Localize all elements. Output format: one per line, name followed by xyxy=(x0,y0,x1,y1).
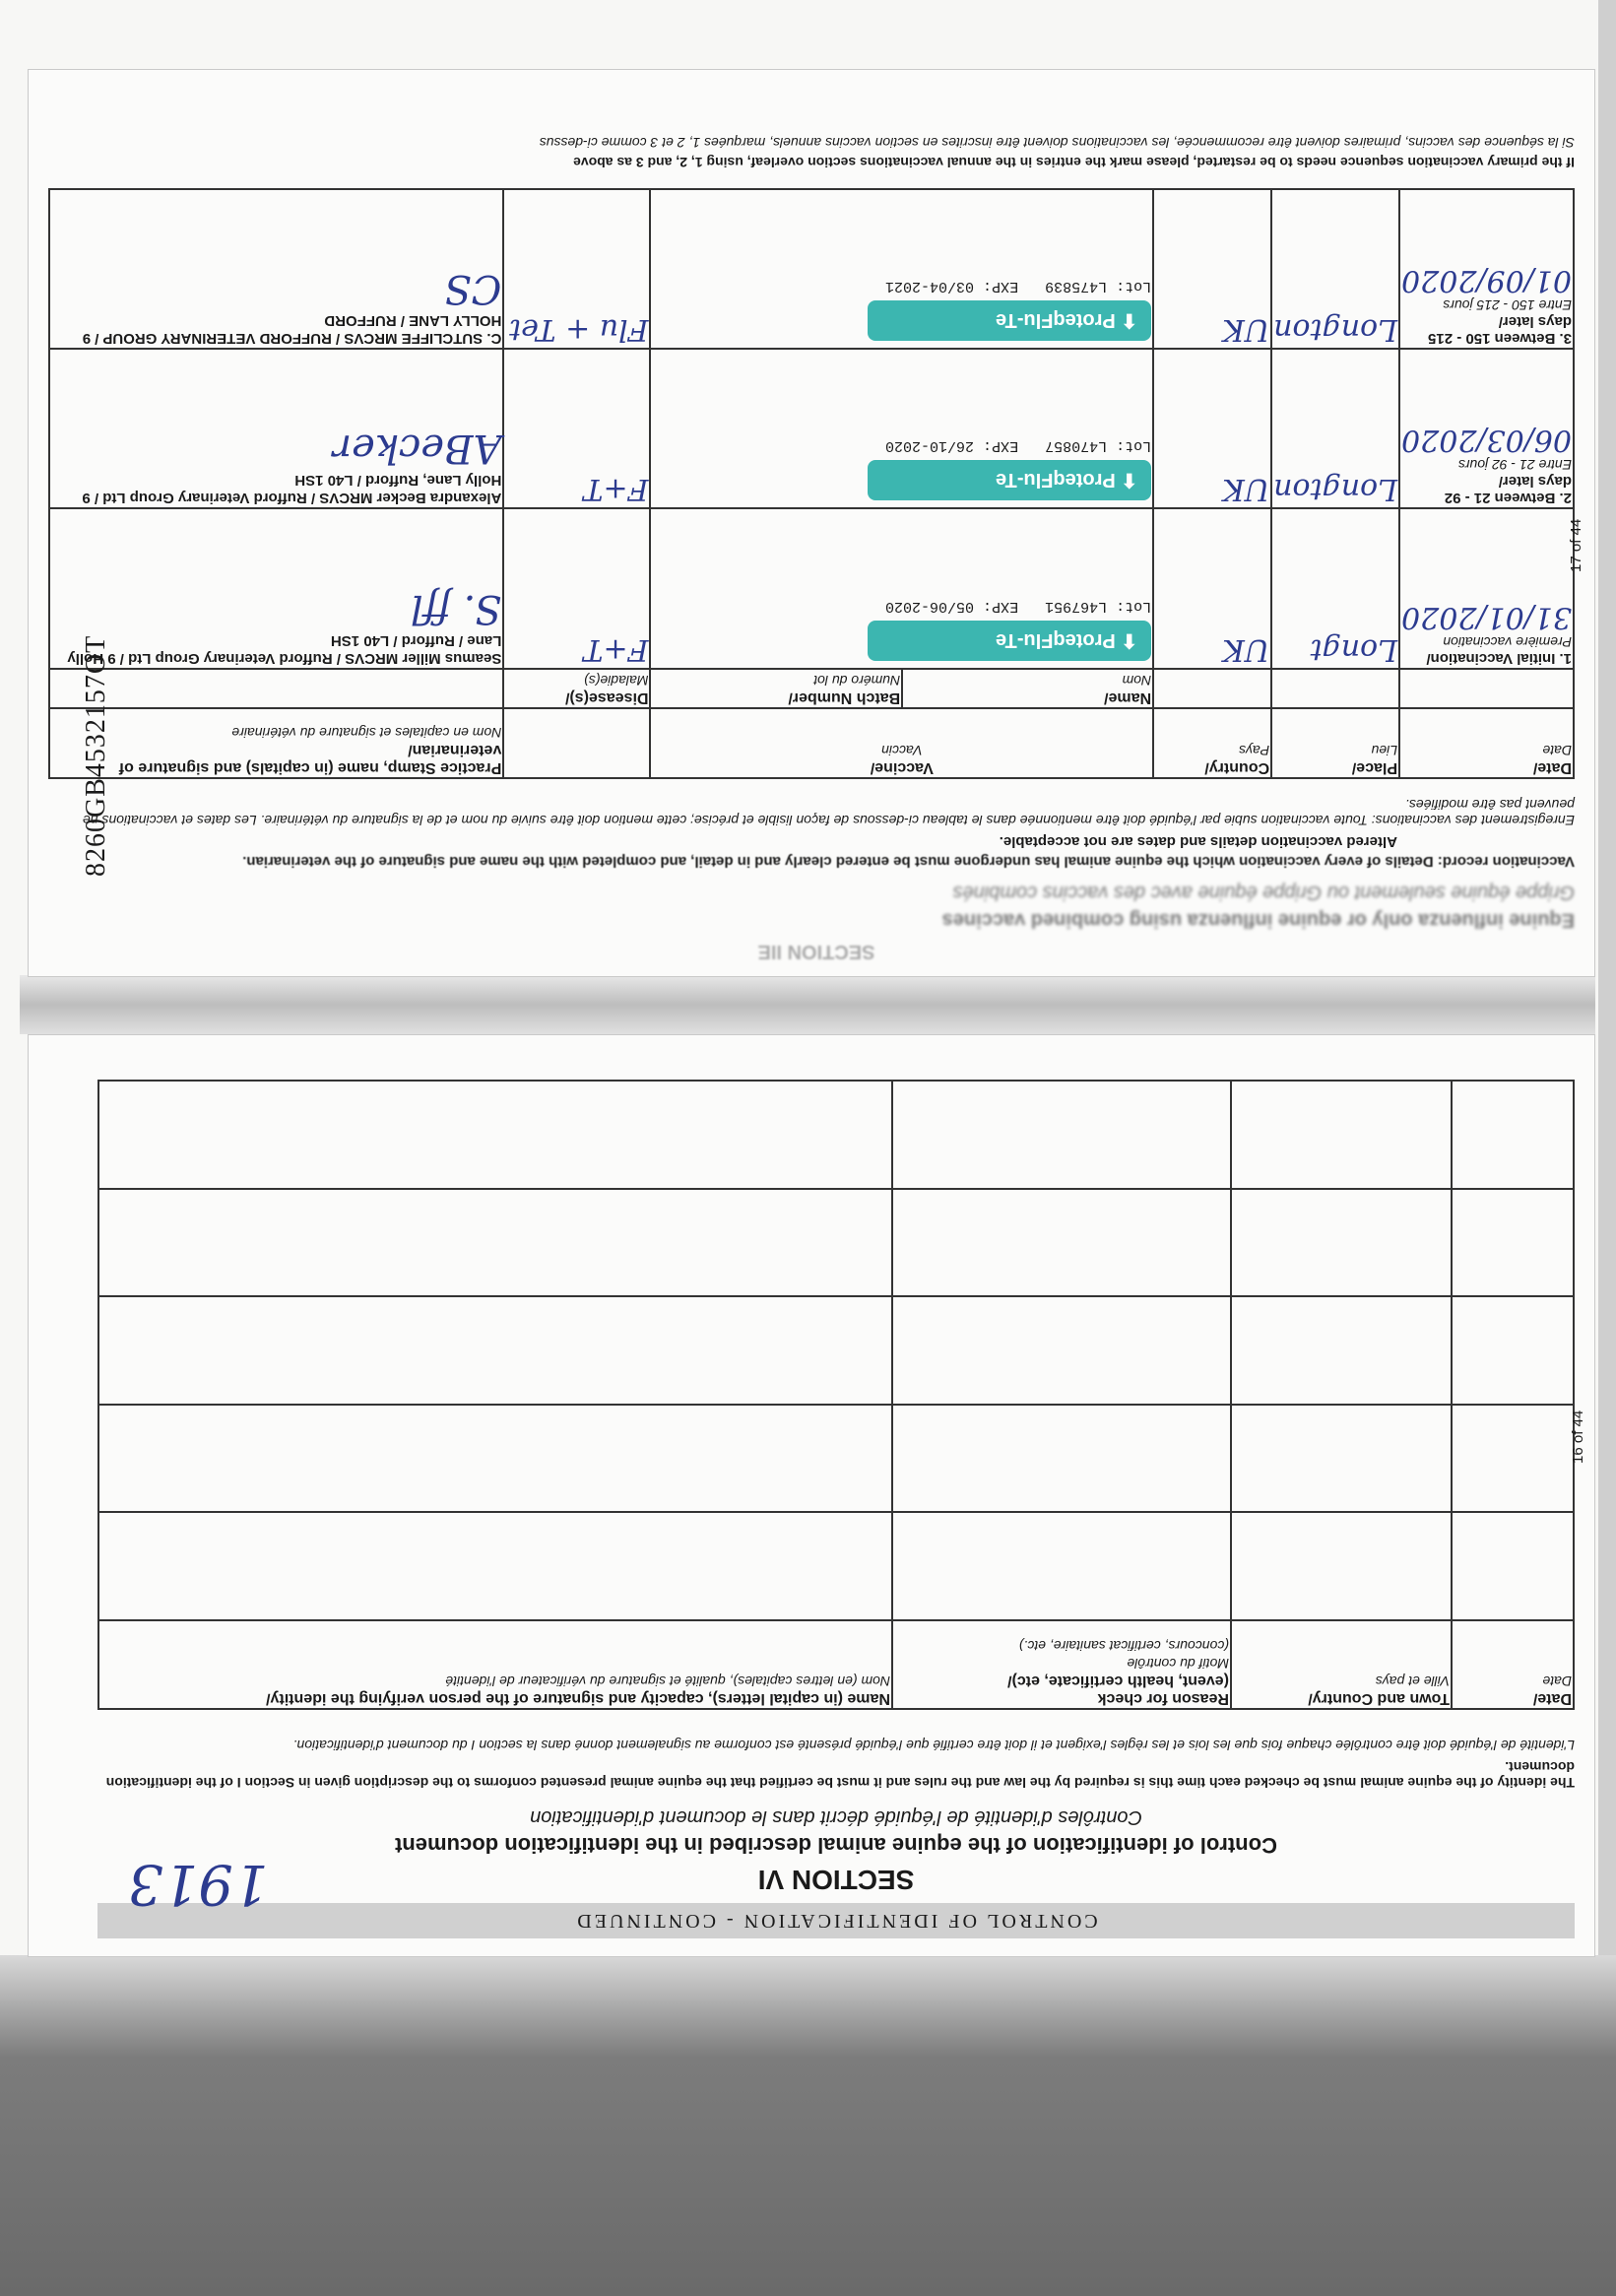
vacc-place: Longton xyxy=(1273,472,1398,507)
page-17 xyxy=(28,69,1595,977)
page17-title-fr: Grippe équine seulement ou Grippe équine avec des vaccins combinés xyxy=(952,882,1575,903)
table-row xyxy=(98,1296,1574,1405)
vacc-disease: F+T xyxy=(583,472,649,507)
document-id: 8260GB4532157OT xyxy=(81,634,111,877)
col-date: Date/ Date xyxy=(1399,708,1574,778)
identification-check-table: Date/ Date Town and Country/ Ville et pays Reason for check (event, health certificate, etc)/ Motif du contrôle (concours, certificat sanitaire, etc.) Name (in capital letters), capacity and signature of the person verifying the identity/ Nom (en lettres capitales), qualité et signature du vérificateur de l'identité xyxy=(97,1080,1575,1710)
section-title: SECTION VI xyxy=(757,1865,915,1895)
vacc-disease: Flu + Tet xyxy=(509,312,649,348)
vacc-disease: F+T xyxy=(583,631,649,667)
scan-edge xyxy=(1598,0,1616,2296)
page-number: 17 of 44 xyxy=(1568,518,1584,572)
page17-intro-fr: Enregistrement des vaccinations: Toute vaccination subie par l'équidé doit être mentionnée dans le tableau ci-dessous de façon lisible et précise; cette mention doit être suivie du nom et de la signature du vétérinaire. Les dates et vaccinations ne peuvent pas être modifiées. xyxy=(82,797,1575,828)
booklet-spine xyxy=(20,975,1595,1034)
vaccination-row-1: 1. Initial Vaccination/ Première vaccination 31/01/2020 Longt UK ⬆ ProteqFlu-Te Lot: L467951 EXP: 05/06-2020 F+T Seamus Miller MRCVS / Rufford Veterinary Group Ltd / 9 Holly Lane / Rufford / L40 1SH S. ffl xyxy=(49,508,1574,668)
vacc-place: Longt xyxy=(1310,631,1398,667)
table-row xyxy=(98,1405,1574,1513)
vacc-country: UK xyxy=(1222,631,1270,667)
vaccine-sticker: ⬆ ProteqFlu-Te xyxy=(868,300,1151,341)
page17-intro-en: Vaccination record: Details of every vaccination which the equine animal has undergone must be entered clearly and in detail, and completed with the name and signature of the veterinarian. xyxy=(242,853,1575,870)
page17-title-en: Equine influenza only or equine influenza using combined vaccines xyxy=(941,909,1575,931)
vacc-country: UK xyxy=(1222,312,1270,348)
vet-stamp: Alexandra Becker MRCVS / Rufford Veterinary Group Ltd / 9 Holly Lane, Rufford / L40 1SH xyxy=(82,472,502,507)
page16-intro-en: The identity of the equine animal must be checked each time this is required by the law and the rules and it must be certified that the equine animal presented conforms to the description given in Section I of the identification document. xyxy=(105,1759,1575,1791)
vacc-place: Longton xyxy=(1273,312,1398,348)
page17-footer-en: If the primary vaccination sequence needs to be restarted, please mark the entries in the annual vaccinations section overleaf, using 1, 2, and 3 as above xyxy=(573,155,1575,170)
vet-signature: ABecker xyxy=(332,426,502,472)
page16-title-fr: Contrôles d'identité de l'équidé décrit dans le document d'identification xyxy=(530,1806,1142,1828)
page17-intro-en2: Altered vaccination details and dates are not acceptable. xyxy=(999,833,1397,850)
vaccination-row-3: 3. Between 150 - 215 days later/ Entre 150 - 215 jours 01/09/2020 Longton UK ⬆ ProteqFlu-Te Lot: L475839 EXP: 03/04-2021 Flu + Tet C. SUTCLIFFE MRCVS / RUFFORD VETERINARY GROUP / 9 HOLLY LANE / RUFFORD CS xyxy=(49,189,1574,349)
section-label: SECTION IIE xyxy=(757,941,875,962)
col-disease xyxy=(503,708,650,778)
page-16 xyxy=(28,1034,1595,1957)
table-row xyxy=(98,1081,1574,1189)
vacc-date: 01/09/2020 xyxy=(1401,263,1572,298)
page-number: 16 of 44 xyxy=(1570,1410,1586,1464)
handwritten-note: 1913 xyxy=(128,1852,269,1916)
vet-stamp: C. SUTCLIFFE MRCVS / RUFFORD VETERINARY GROUP / 9 HOLLY LANE / RUFFORD xyxy=(82,312,502,348)
page16-title-en: Control of identification of the equine animal described in the identification document xyxy=(395,1833,1277,1858)
scan-shadow xyxy=(0,1955,1616,2296)
vaccine-sticker: ⬆ ProteqFlu-Te xyxy=(868,621,1151,661)
vacc-date: 31/01/2020 xyxy=(1401,599,1572,634)
page17-footer-fr: Si la séquence des vaccins, primaires doivent être recommencée, les vaccinations doivent être inscrites en section vaccins annuels, marquées 1, 2 et 3 comme ci-dessus xyxy=(539,135,1575,151)
col-name: Name/ Nom xyxy=(902,669,1153,709)
col-batch: Batch Number/ Numéro du lot xyxy=(651,669,903,709)
col-disease-label: Disease(s)/ Maladie(s) xyxy=(503,669,650,709)
vet-signature: S. ffl xyxy=(412,585,502,631)
page16-intro-fr: L'identité de l'équidé doit être contrôlée chaque fois que les lois et les règles l'exigent et il doit être certifié que l'équidé présenté est conforme au signalement donné dans la section I du document d'identification. xyxy=(292,1738,1575,1753)
col-place: Place/ Lieu xyxy=(1271,708,1399,778)
col-stamp: Practice Stamp, name (in capitals) and signature of veterinarian/ Nom en capitales et signature du vétérinaire xyxy=(49,708,503,778)
vaccination-table xyxy=(48,188,1575,779)
vaccination-row-2: 2. Between 21 - 92 days later/ Entre 21 - 92 jours 06/03/2020 Longton UK ⬆ ProteqFlu-Te Lot: L470857 EXP: 26/10-2020 F+T Alexandra Becker MRCVS / Rufford Veterinary Group Ltd / 9 Holly Lane, Rufford / L40 1SH ABecker xyxy=(49,349,1574,508)
vacc-date: 06/03/2020 xyxy=(1401,423,1572,458)
vet-stamp: Seamus Miller MRCVS / Rufford Veterinary Group Ltd / 9 Holly Lane / Rufford / L40 1SH xyxy=(67,631,502,667)
vaccine-sticker: ⬆ ProteqFlu-Te xyxy=(868,460,1151,500)
vet-signature: CS xyxy=(444,266,502,312)
page16-header: CONTROL OF IDENTIFICATION - CONTINUED xyxy=(97,1903,1575,1938)
col-vaccine: Vaccine/ Vaccin xyxy=(651,708,1154,778)
vacc-country: UK xyxy=(1222,472,1270,507)
col-country: Country/ Pays xyxy=(1153,708,1271,778)
table-row xyxy=(98,1512,1574,1620)
table-row xyxy=(98,1189,1574,1297)
